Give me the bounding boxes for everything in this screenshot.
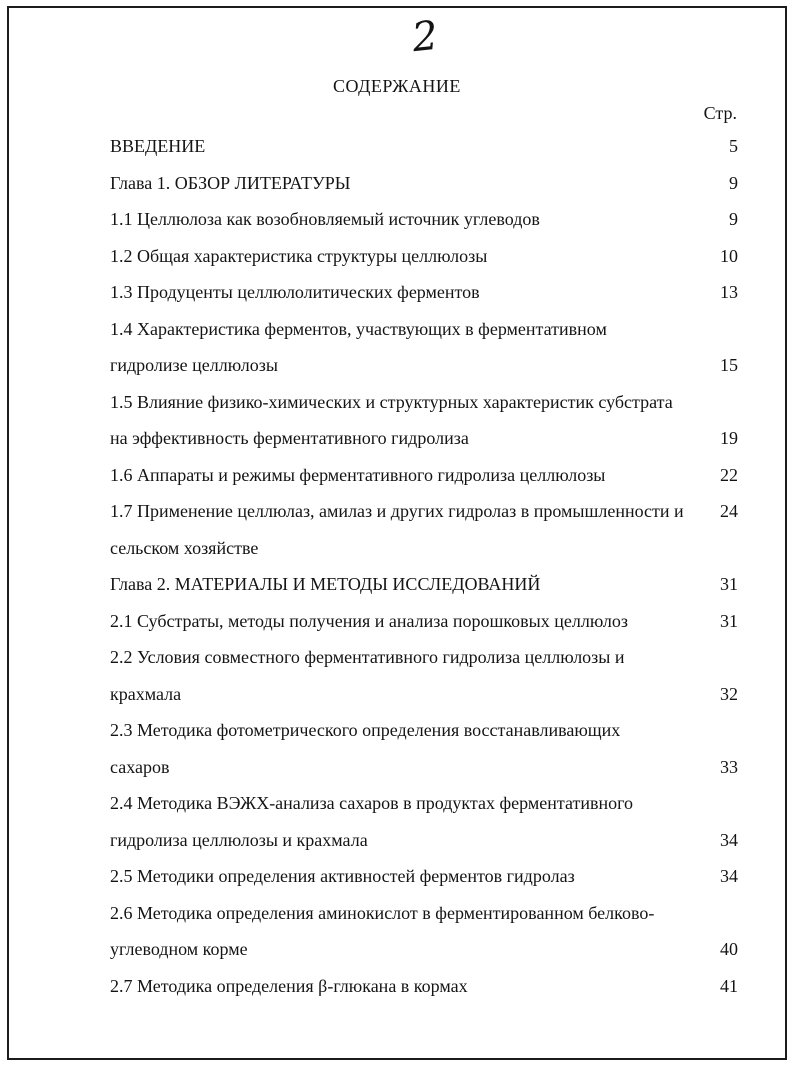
toc-entry-title [110,968,468,1005]
toc-entry [110,274,738,311]
toc-entry-title [110,895,654,968]
toc-entry-page-number: 34 [720,866,738,886]
toc-entry-title [110,785,633,858]
toc-entry [110,201,738,238]
toc-entry-page-number: 15 [720,355,738,375]
toc-entry-line: 2.5 Методики определения активностей ферментов гидролаз [110,866,575,886]
toc-entry-line: сельском хозяйстве [110,537,259,558]
toc-entry-line: на эффективность ферментативного гидролиза [110,428,469,448]
toc-list [110,128,738,1004]
toc-entry [110,566,738,603]
toc-entry-line: 1.1 Целлюлоза как возобновляемый источник углеводов [110,209,540,229]
toc-entry-line: ВВЕДЕНИЕ [110,136,206,156]
toc-entry-page-number: 9 [729,209,738,229]
toc-entry-title [110,238,487,275]
toc-entry-title [110,311,607,384]
toc-entry [110,457,738,494]
toc-entry [110,603,738,640]
toc-entry-line: 1.7 Применение целлюлаз, амилаз и других гидролаз в промышленности и [110,501,684,521]
toc-entry-title [110,201,540,238]
toc-entry-page-number: 24 [720,501,738,521]
toc-entry-line: углеводном корме [110,939,248,959]
toc-entry-page-number: 32 [720,683,738,704]
toc-entry-page-number: 34 [720,829,738,850]
toc-entry-title [110,712,620,785]
toc-entry-page-number: 9 [729,172,738,193]
toc-entry-title [110,457,605,494]
toc-entry [110,639,738,712]
toc-entry-title [110,639,625,712]
toc-entry-title [110,128,205,165]
toc-entry-title [110,858,575,895]
toc-entry-title [110,274,480,311]
toc-entry-line: сахаров [110,756,170,777]
toc-entry-page-number: 22 [720,464,738,485]
toc-entry-title [110,603,628,640]
handwritten-page-number: 2 [409,12,441,62]
toc-entry [110,384,738,457]
toc-entry-line: 2.1 Субстраты, методы получения и анализа порошковых целлюлоз [110,610,628,631]
toc-entry-page-number: 31 [720,610,738,631]
toc-entry [110,311,738,384]
toc-entry-line: 1.2 Общая характеристика структуры целлюлозы [110,245,488,266]
toc-entry-line: 2.4 Методика ВЭЖХ-анализа сахаров в продуктах ферментативного [110,793,634,813]
toc-entry [110,493,738,566]
toc-entry-page-number: 40 [720,939,738,959]
toc-entry [110,785,738,858]
toc-entry-title [110,493,684,566]
toc-entry-title [110,566,540,603]
toc-entry-page-number: 13 [720,282,738,302]
toc-entry-line: 1.3 Продуценты целлюлолитических ферментов [110,282,480,302]
toc-entry-line: Глава 1. ОБЗОР ЛИТЕРАТУРЫ [110,172,351,193]
toc-entry-line: 2.3 Методика фотометрического определения восстанавливающих [110,720,621,740]
toc-entry-page-number: 19 [720,428,738,448]
toc-entry-line: 1.5 Влияние физико-химических и структурных характеристик субстрата [110,391,673,412]
toc-entry-line: 2.6 Методика определения аминокислот в ферментированном белково- [110,902,655,923]
toc-entry-page-number: 31 [720,574,738,594]
toc-entry-line: крахмала [110,683,182,704]
toc-entry [110,968,738,1005]
toc-entry-title [110,165,350,202]
toc-entry-line: гидролизе целлюлозы [110,355,278,375]
toc-entry-line: 2.7 Методика определения β-глюкана в кормах [110,975,468,996]
toc-entry [110,712,738,785]
toc-entry [110,895,738,968]
toc-entry-line: 2.2 Условия совместного ферментативного гидролиза целлюлозы и [110,647,625,667]
toc-entry-line: гидролиза целлюлозы и крахмала [110,829,368,850]
toc-entry-page-number: 41 [720,975,738,996]
toc-entry-line: 1.6 Аппараты и режимы ферментативного гидролиза целлюлозы [110,464,606,485]
page-column-label: Стр. [703,103,737,123]
toc-entry [110,858,738,895]
toc-entry-page-number: 10 [720,245,738,266]
toc-entry-line: Глава 2. МАТЕРИАЛЫ И МЕТОДЫ ИССЛЕДОВАНИЙ [110,574,541,594]
page-title: СОДЕРЖАНИЕ [333,76,461,96]
toc-entry [110,238,738,275]
toc-entry-line: 1.4 Характеристика ферментов, участвующих в ферментативном [110,318,607,339]
toc-entry [110,128,738,165]
toc-entry [110,165,738,202]
toc-entry-title [110,384,673,457]
toc-entry-page-number: 5 [729,136,738,156]
toc-entry-page-number: 33 [720,756,738,777]
